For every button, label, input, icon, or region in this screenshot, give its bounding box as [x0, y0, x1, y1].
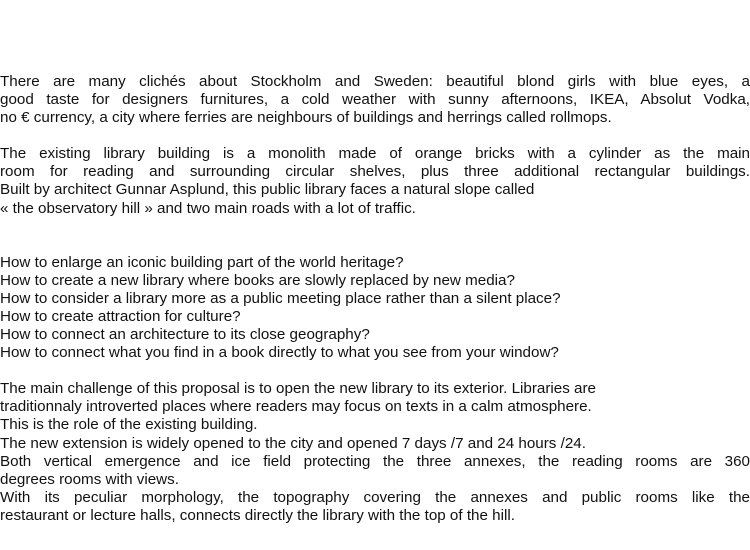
text-line: With its peculiar morphology, the topography covering the annexes and public rooms like the [0, 488, 750, 506]
paragraph-spacer [0, 218, 750, 254]
question-item: How to enlarge an iconic building part of the world heritage? [0, 253, 404, 271]
question-item: How to consider a library more as a public meeting place rather than a silent place? [0, 289, 561, 307]
text-line: The main challenge of this proposal is to open the new library to its exterior. Libraries are [0, 380, 596, 398]
proposal-paragraph [0, 380, 750, 525]
text-line: no € currency, a city where ferries are neighbours of buildings and herrings called rollmops. [0, 109, 612, 127]
text-line: Both vertical emergence and ice field protecting the three annexes, the reading rooms are 360 [0, 452, 750, 470]
text-line: The existing library building is a monolith made of orange bricks with a cylinder as the main [0, 145, 750, 163]
text-line: « the observatory hill » and two main roads with a lot of traffic. [0, 199, 416, 217]
question-item: How to connect an architecture to its close geography? [0, 326, 370, 344]
text-line: good taste for designers furnitures, a cold weather with sunny afternoons, IKEA, Absolut Vodka, [0, 91, 750, 109]
paragraph-spacer [0, 362, 750, 380]
paragraph-spacer [0, 127, 750, 145]
intro-paragraph [0, 73, 750, 127]
text-line: room for reading and surrounding circular shelves, plus three additional rectangular buildings. [0, 163, 750, 181]
text-line: This is the role of the existing building. [0, 416, 258, 434]
existing-library-paragraph [0, 145, 750, 217]
text-line: restaurant or lecture halls, connects directly the library with the top of the hill. [0, 506, 515, 524]
question-item: How to create attraction for culture? [0, 307, 241, 325]
questions-list [0, 254, 750, 363]
text-line: traditionnaly introverted places where readers may focus on texts in a calm atmosphere. [0, 398, 592, 416]
text-line: degrees rooms with views. [0, 470, 179, 488]
text-line: The new extension is widely opened to the city and opened 7 days /7 and 24 hours /24. [0, 434, 586, 452]
question-item: How to create a new library where books are slowly replaced by new media? [0, 271, 515, 289]
text-line: Built by architect Gunnar Asplund, this public library faces a natural slope called [0, 181, 535, 199]
document-body [0, 73, 750, 525]
text-line: There are many clichés about Stockholm and Sweden: beautiful blond girls with blue eyes, a [0, 73, 750, 90]
question-item: How to connect what you find in a book directly to what you see from your window? [0, 344, 559, 362]
